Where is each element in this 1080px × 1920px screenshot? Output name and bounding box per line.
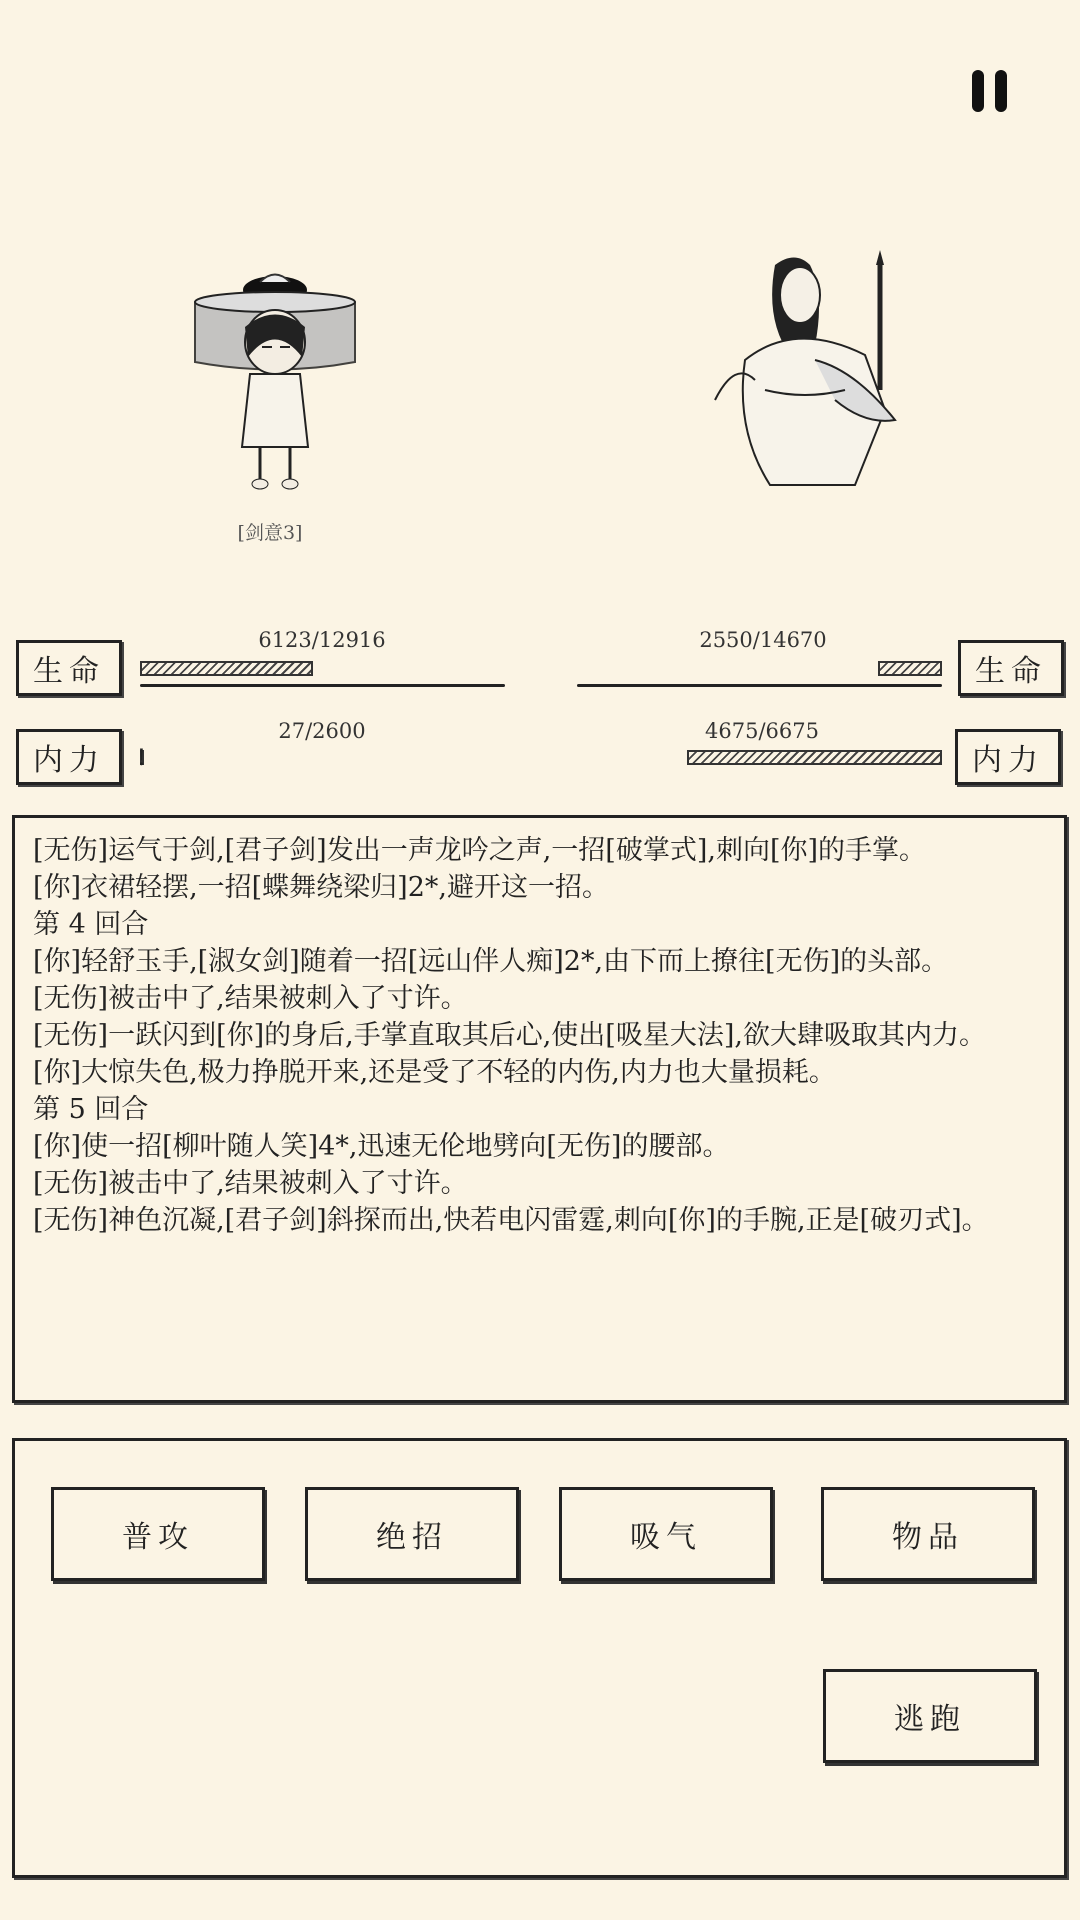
player-mp-label: 内力 xyxy=(16,729,122,785)
log-line: [无伤]被击中了,结果被刺入了寸许。 xyxy=(33,1168,468,1199)
pause-button[interactable] xyxy=(968,70,1012,114)
log-line: [无伤]一跃闪到[你]的身后,手掌直取其后心,使出[吸星大法],欲大肆吸取其内力。 xyxy=(33,1020,986,1051)
enemy-character-portrait xyxy=(695,250,925,490)
player-hp-label: 生命 xyxy=(16,640,122,696)
player-character-portrait xyxy=(190,262,370,492)
log-line: [你]轻舒玉手,[淑女剑]随着一招[远山伴人痴]2*,由下而上撩往[无伤]的头部。 xyxy=(33,946,949,977)
log-round-header: 第 4 回合 xyxy=(33,909,149,940)
log-line: [你]使一招[柳叶随人笑]4*,迅速无伦地劈向[无伤]的腰部。 xyxy=(33,1131,730,1162)
pause-icon-bar xyxy=(972,70,984,112)
enemy-mp-label: 内力 xyxy=(955,729,1061,785)
log-line: [你]大惊失色,极力挣脱开来,还是受了不轻的内伤,内力也大量损耗。 xyxy=(33,1057,836,1088)
enemy-mp-bar-fill xyxy=(687,750,942,765)
log-line: [无伤]运气于剑,[君子剑]发出一声龙吟之声,一招[破掌式],刺向[你]的手掌。 xyxy=(33,835,927,866)
player-status-tag: [剑意3] xyxy=(237,522,303,544)
attack-button[interactable]: 普攻 xyxy=(51,1487,265,1581)
player-mp-warning: ! xyxy=(137,746,146,771)
log-line: [无伤]神色沉凝,[君子剑]斜探而出,快若电闪雷霆,刺向[你]的手腕,正是[破刃式]。 xyxy=(33,1205,989,1236)
breathe-button[interactable]: 吸气 xyxy=(559,1487,773,1581)
enemy-hp-bar-fill xyxy=(878,661,942,676)
pause-icon-bar xyxy=(995,70,1007,112)
log-line: [你]衣裙轻摆,一招[蝶舞绕梁归]2*,避开这一招。 xyxy=(33,872,609,903)
items-button[interactable]: 物品 xyxy=(821,1487,1035,1581)
action-panel xyxy=(12,1438,1067,1878)
enemy-hp-label: 生命 xyxy=(958,640,1064,696)
enemy-hp-bar-track xyxy=(577,684,942,687)
enemy-mp-value: 4675/6675 xyxy=(705,719,819,743)
player-hp-bar-track xyxy=(140,684,505,687)
ultimate-skill-button[interactable]: 绝招 xyxy=(305,1487,519,1581)
flee-button[interactable]: 逃跑 xyxy=(823,1669,1037,1763)
battle-log[interactable] xyxy=(12,815,1067,1403)
player-hp-bar-fill xyxy=(140,661,313,676)
log-round-header: 第 5 回合 xyxy=(33,1094,149,1125)
enemy-hp-value: 2550/14670 xyxy=(699,628,827,652)
player-hp-value: 6123/12916 xyxy=(258,628,386,652)
player-mp-value: 27/2600 xyxy=(278,719,366,743)
log-line: [无伤]被击中了,结果被刺入了寸许。 xyxy=(33,983,468,1014)
